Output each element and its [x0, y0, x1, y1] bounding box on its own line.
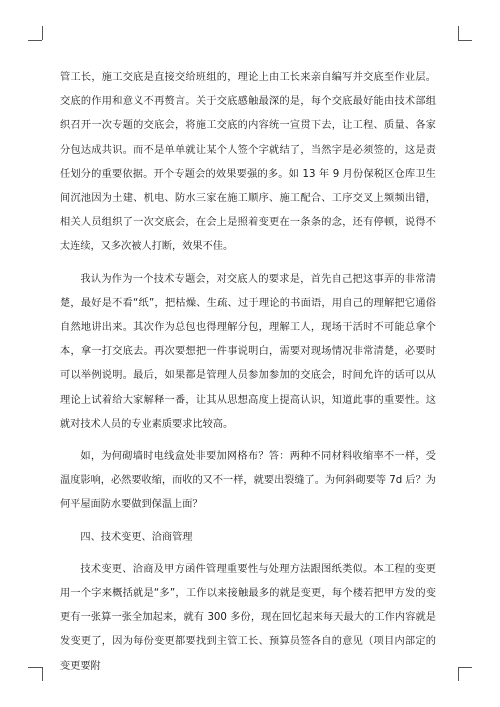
- paragraph-examples: 如，为何砌墙时电线盒处非要加网格布？答：两种不同材料收缩率不一样，受温度影响，必然要收缩，而收的又不一样，就要出裂缝了。为何斜砌要等 7d 后？为何平屋面防水要做到保温上面？: [60, 451, 436, 511]
- page-body: [60, 66, 436, 679]
- paragraph-continued: 管工长，施工交底是直接交给班组的，理论上由工长来亲自编写并交底至作业层。交底的作用和意义不再赘言。关于交底感触最深的是，每个交底最好能由技术部组织召开一次专题的交底会，将施工交底的内容统一宣贯下去，让工程、质量、各家分包达成共识。而不是单单就让某个人签个字就结了，当然字是必须签的，这是责任划分的重要依据。开个专题会的效果要强的多。如 13 年 9 月份保税区仓库卫生间沉池因为土建、机电、防水三家在施工顺序、施工配合、工序交叉上频频出错，相关人员组织了一次交底会，在会上是照着变更在一条条的念，还有停顿，说得不太连续，又多次被人打断，效果不佳。: [60, 72, 436, 253]
- paragraph-technical-meeting: 我认为作为一个技术专题会，对交底人的要求是，首先自己把这事弄的非常清楚，最好是不看“纸”，把枯燥、生疏、过于理论的书面语，用自己的理解把它通俗自然地讲出来。其次作为总包也得理解分包，理解工人，现场干活时不可能总拿个本，拿一打交底去。再次要想把一件事说明白，需要对现场情况非常清楚，必要时可以举例说明。最后，如果都是管理人员参加参加的交底会，时间允许的话可以从理论上试着给大家解释一番，让其从思想高度上提高认识，知道此事的重要性。这就对技术人员的专业素质要求比较高。: [60, 273, 436, 430]
- paragraph-change-management: 技术变更、洽商及甲方函件管理重要性与处理方法跟图纸类似。本工程的变更用一个字来概括就是“多”，工作以来接触最多的就是变更，每个楼若把甲方发的变更有一张算一张全加起来，就有 300 多份，现在回忆起来每天最大的工作内容就是发变更了，因为每份变更都要找到主管工长、预算员签各自的意见（项目内部定的变更要附: [60, 563, 436, 672]
- section-heading: 四、技术变更、洽商管理: [80, 531, 193, 543]
